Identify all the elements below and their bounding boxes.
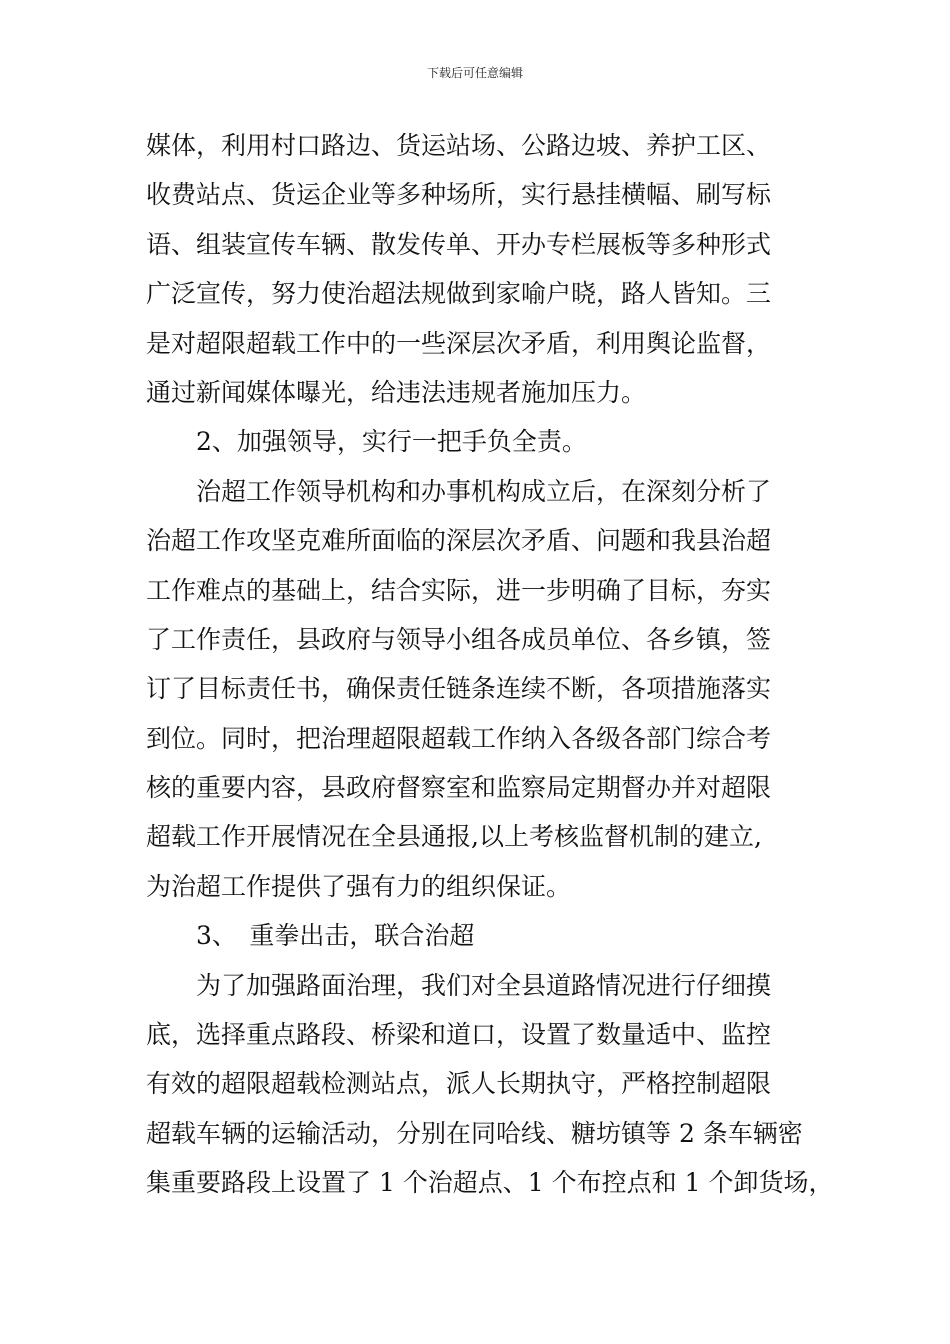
text-line: 是对超限超载工作中的一些深层次矛盾，利用舆论监督， xyxy=(146,328,772,358)
text-line: 广泛宣传，努力使治超法规做到家喻户晓，路人皆知。三 xyxy=(146,279,772,309)
text-line: 为治超工作提供了强有力的组织保证。 xyxy=(146,871,572,901)
document-body xyxy=(146,127,834,1214)
text-line: 集重要路段上设置了 1 个治超点、1 个布控点和 1 个卸货场， xyxy=(146,1168,834,1198)
section-heading: 2、加强领导，实行一把手负全责。 xyxy=(146,427,587,457)
text-line: 超载工作开展情况在全县通报,以上考核监督机制的建立, xyxy=(146,822,762,852)
text-line: 核的重要内容，县政府督察室和监察局定期督办并对超限 xyxy=(146,773,772,803)
text-line: 媒体，利用村口路边、货运站场、公路边坡、养护工区、 xyxy=(146,131,772,160)
text-line: 有效的超限超载检测站点，派人长期执守，严格控制超限 xyxy=(146,1069,772,1099)
text-line: 订了目标责任书，确保责任链条连续不断，各项措施落实 xyxy=(146,674,772,704)
section-heading: 3、 重拳出击，联合治超 xyxy=(146,921,475,951)
page-header-note: 下载后可任意编辑 xyxy=(426,66,523,80)
text-line: 超载车辆的运输活动，分别在同哈线、糖坊镇等 2 条车辆密 xyxy=(146,1118,803,1148)
text-line: 治超工作攻坚克难所面临的深层次矛盾、问题和我县治超 xyxy=(146,526,772,556)
text-line: 到位。同时，把治理超限超载工作纳入各级各部门综合考 xyxy=(146,723,772,753)
text-line: 为了加强路面治理，我们对全县道路情况进行仔细摸 xyxy=(146,970,772,1000)
text-line: 工作难点的基础上，结合实际，进一步明确了目标，夯实 xyxy=(146,575,772,605)
text-line: 了工作责任，县政府与领导小组各成员单位、各乡镇，签 xyxy=(146,624,772,654)
text-line: 语、组装宣传车辆、散发传单、开办专栏展板等多种形式 xyxy=(146,229,772,259)
text-line: 通过新闻媒体曝光，给违法违规者施加压力。 xyxy=(146,377,647,407)
text-line: 收费站点、货运企业等多种场所，实行悬挂横幅、刷写标 xyxy=(146,180,772,210)
text-line: 治超工作领导机构和办事机构成立后，在深刻分析了 xyxy=(146,476,772,506)
text-line: 底，选择重点路段、桥梁和道口，设置了数量适中、监控 xyxy=(146,1020,772,1050)
